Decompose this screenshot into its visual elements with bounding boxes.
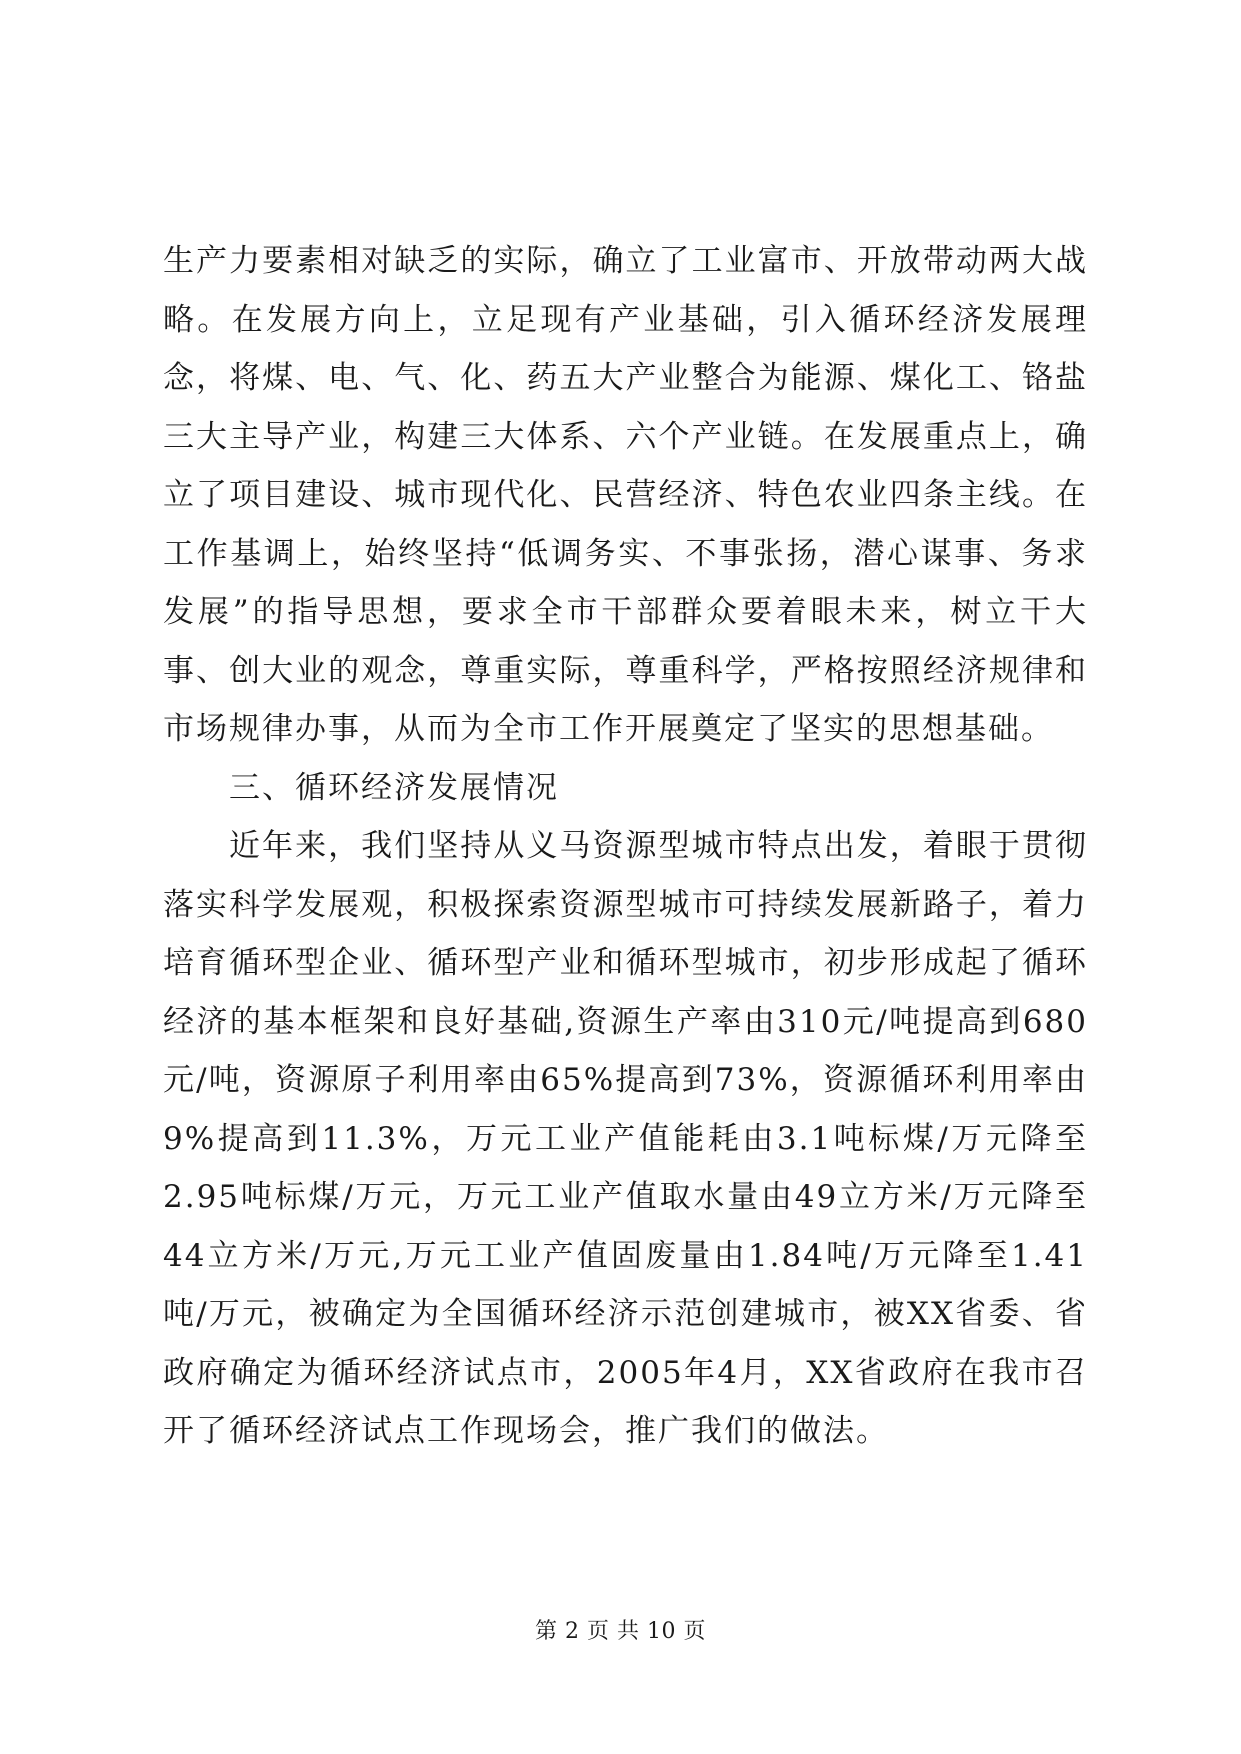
- paragraph-circular-economy: 近年来，我们坚持从义马资源型城市特点出发，着眼于贯彻落实科学发展观，积极探索资源型城市可持续发展新路子，着力培育循环型企业、循环型产业和循环型城市，初步形成起了循环经济的基本框架和良好基础,资源生产率由310元/吨提高到680元/吨，资源原子利用率由65%提高到73%，资源循环利用率由9%提高到11.3%，万元工业产值能耗由3.1吨标煤/万元降至2.95吨标煤/万元，万元工业产值取水量由49立方米/万元降至44立方米/万元,万元工业产值固废量由1.84吨/万元降至1.41吨/万元，被确定为全国循环经济示范创建城市，被XX省委、省政府确定为循环经济试点市，2005年4月，XX省政府在我市召开了循环经济试点工作现场会，推广我们的做法。: [163, 828, 1088, 1449]
- page-number-footer: 第 2 页 共 10 页: [535, 1619, 706, 1644]
- section-heading-circular-economy: 三、循环经济发展情况: [229, 769, 559, 806]
- document-body: [163, 232, 1088, 1461]
- paragraph-strategy: 生产力要素相对缺乏的实际，确立了工业富市、开放带动两大战略。在发展方向上，立足现有产业基础，引入循环经济发展理念，将煤、电、气、化、药五大产业整合为能源、煤化工、铬盐三大主导产业，构建三大体系、六个产业链。在发展重点上，确立了项目建设、城市现代化、民营经济、特色农业四条主线。在工作基调上，始终坚持“低调务实、不事张扬，潜心谋事、务求发展”的指导思想，要求全市干部群众要着眼未来，树立干大事、创大业的观念，尊重实际，尊重科学，严格按照经济规律和市场规律办事，从而为全市工作开展奠定了坚实的思想基础。: [163, 243, 1088, 747]
